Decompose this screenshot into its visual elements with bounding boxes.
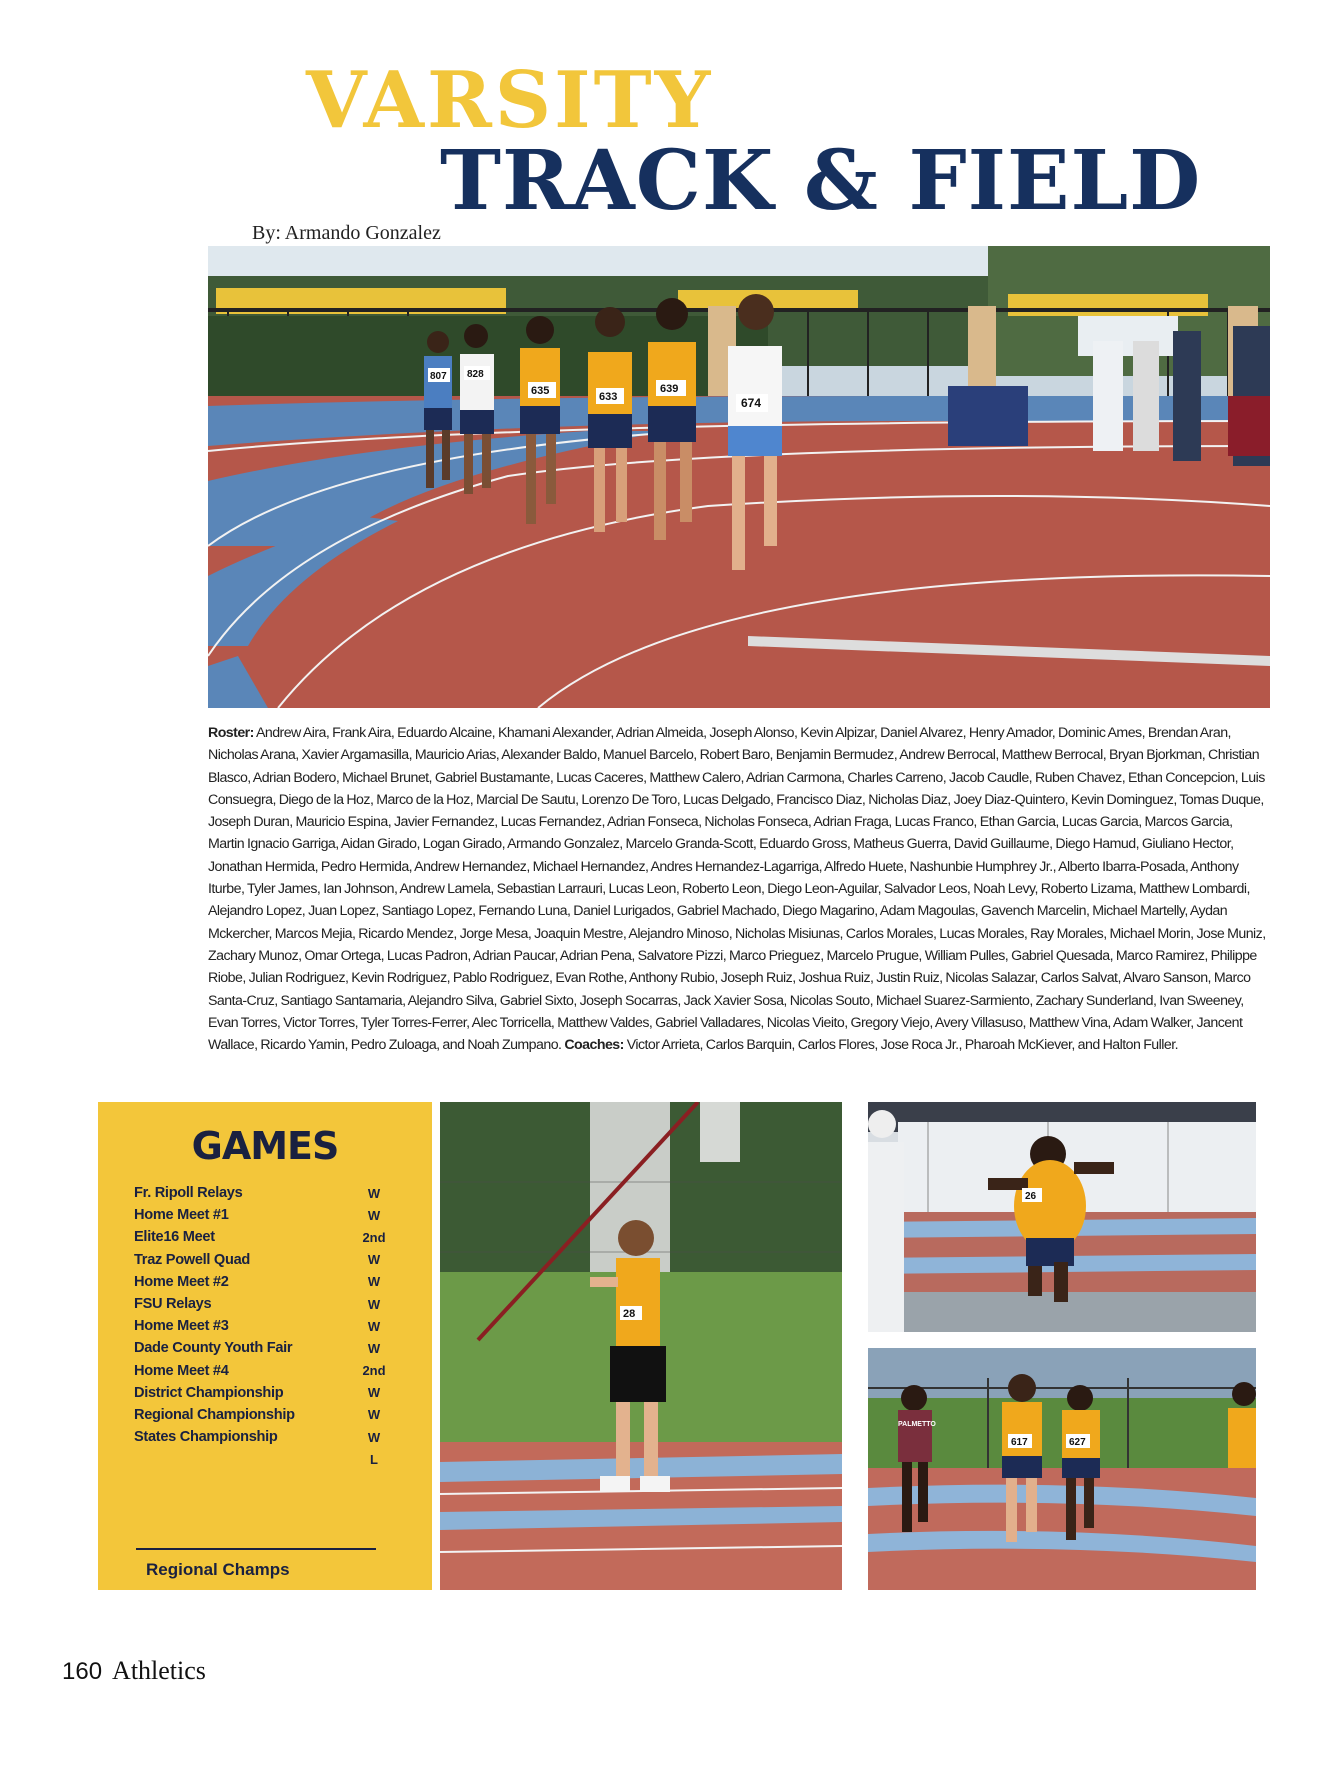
game-row [134,1293,394,1315]
games-footer: Regional Champs [146,1560,290,1579]
game-row [134,1249,394,1271]
hero-bib-674: 674 [741,396,762,410]
game-result: W [367,1252,381,1268]
coaches-names: Victor Arrieta, Carlos Barquin, Carlos Flores, Jose Roca Jr., Pharoah McKiever, and Halton Fuller. [626,1037,1178,1054]
sprint-bib-627: 627 [1069,1437,1086,1448]
game-row [134,1271,394,1293]
game-result: L [370,1451,378,1467]
games-title: GAMES [191,1124,339,1168]
game-result: W [367,1340,381,1356]
title-varsity: VARSITY [306,55,714,146]
title-track-and-field: TRACK & FIELD [440,133,1202,229]
game-row [134,1360,394,1382]
photo-shot-put-thrower [868,1102,1256,1332]
game-name: Regional Championship [134,1406,295,1423]
game-result: W [367,1185,381,1201]
game-name: Elite16 Meet [134,1229,215,1246]
game-name: States Championship [134,1429,278,1446]
game-name: District Championship [134,1384,284,1401]
games-divider [136,1548,376,1550]
game-name: FSU Relays [134,1296,212,1313]
game-result: W [367,1207,381,1223]
page-folio [62,1656,206,1686]
game-row [134,1426,394,1448]
roster-names: Andrew Aira, Frank Aira, Eduardo Alcaine, Khamani Alexander, Adrian Almeida, Joseph Alonso, Kevin Alpizar, Daniel Alvarez, Henry Amador, Dominic Ames, Brendan Aran, Nicholas Arana, Xavier Argamasilla, Mauricio Arias, Alexander Baldo, Manuel Barcelo, Robert Baro, Benjamin Bermudez, Andrew Berrocal, Matthew Berrocal, Bryan Bjorkman, Christian Blasco, Adrian Bodero, Michael Brunet, Gabriel Bustamante, Lucas Caceres, Matthew Calero, Adrian Carmona, Charles Carreno, Jacob Caudle, Ruben Chavez, Ethan Concepcion, Luis Consuegra, Diego de la Hoz, Marco de la Hoz, Marcial De Sautu, Lorenzo De Toro, Lucas Delgado, Francisco Diaz, Nicholas Diaz, Joey Diaz-Quintero, Kevin Dominguez, Tomas Duque, Joseph Duran, Mauricio Espina, Javier Fernandez, Lucas Fernandez, Adrian Fonseca, Nicholas Fonseca, Adrian Fraga, Lucas Franco, Ethan Garcia, Lucas Garcia, Marcos Garcia, Martin Ignacio Garriga, Aidan Girado, Logan Girado, Armando Gonzalez, Marcelo Granda-Scott, Eduardo Gross, Matheus Guerra, David Guillaume, Diego Hamud, Giuliano Hector, Jonathan Hermida, Pedro Hermida, Andrew Hernandez, Michael Hernandez, Andres Hernandez-Lagarriga, Alfredo Huete, Nashunbie Humphrey Jr., Alberto Ibarra-Posada, Anthony Iturbe, Tyler James, Ian Johnson, Andrew Lamela, Sebastian Larrauri, Lucas Leon, Roberto Leon, Diego Leon-Aguilar, Salvador Leos, Noah Levy, Roberto Lizama, Matthew Lombardi, Alejandro Lopez, Juan Lopez, Santiago Lopez, Fernando Luna, Daniel Lurigados, Gabriel Machado, Diego Magarino, Adam Magoulas, Gavench Marcelin, Michael Martelly, Aydan Mckercher, Marcos Mejia, Ricardo Mendez, Jorge Mesa, Joaquin Mestre, Alejandro Minoso, Nicholas Misiunas, Carlos Morales, Lucas Morales, Ray Morales, Michael Morin, Jose Muniz, Zachary Munoz, Omar Ortega, Lucas Padron, Adrian Paucar, Adrian Pena, Salvatore Pizzi, Marco Prieguez, Marcelo Prugue, William Pulles, Gabriel Quesada, Marco Ramirez, Philippe Riobe, Julian Rodriguez, Kevin Rodriguez, Pablo Rodriguez, Evan Rothe, Anthony Rubio, Joseph Ruiz, Joshua Ruiz, Justin Ruiz, Nicolas Salazar, Carlos Salvat, Alvaro Sanson, Marco Santa-Cruz, Santiago Santamaria, Alejandro Silva, Gabriel Sixto, Joseph Socarras, Jack Xavier Sosa, Nicolas Souto, Michael Suarez-Sarmiento, Zachary Sunderland, Ivan Sweeney, Evan Torres, Victor Torres, Tyler Torres-Ferrer, Alec Torricella, Matthew Valdes, Gabriel Valladares, Nicolas Vieito, Gregory Viejo, Avery Villasuso, Matthew Vina, Adam Walker, Jancent Wallace, Ricardo Yamin, Pedro Zuloaga, and Noah Zumpano. [208,725,1266,1054]
game-name: Home Meet #4 [134,1362,229,1379]
games-list [134,1182,394,1470]
game-row [134,1337,394,1359]
game-result: W [367,1429,381,1445]
game-result: 2nd [362,1363,386,1379]
game-row [134,1448,394,1470]
games-box [98,1102,432,1590]
game-name: Dade County Youth Fair [134,1340,293,1357]
byline: By: Armando Gonzalez [252,222,441,244]
game-row [134,1204,394,1226]
game-result: W [367,1407,381,1423]
game-row [134,1404,394,1426]
coaches-label: Coaches: [564,1037,624,1054]
hero-bib-828: 828 [467,369,484,380]
game-name: Traz Powell Quad [134,1251,251,1268]
game-row [134,1226,394,1248]
game-name: Home Meet #2 [134,1273,229,1290]
photo-javelin-thrower [440,1102,842,1590]
game-row [134,1182,394,1204]
hero-bib-633: 633 [599,391,618,403]
game-result: W [367,1385,381,1401]
game-result: 2nd [362,1229,386,1245]
game-name: Home Meet #3 [134,1318,229,1335]
sprint-bib-617: 617 [1011,1437,1028,1448]
hero-bib-635: 635 [531,385,550,397]
page-number: 160 [62,1658,103,1685]
roster-label: Roster: [208,725,254,741]
game-name: Home Meet #1 [134,1207,229,1224]
roster-paragraph [208,722,1270,1056]
game-name: Fr. Ripoll Relays [134,1185,243,1202]
sprint-jersey-text: PALMETTO [898,1421,936,1428]
photo-relay-sprinters [868,1348,1256,1590]
hero-photo-runners [208,246,1270,708]
section-name: Athletics [112,1656,206,1685]
game-result: W [367,1296,381,1312]
hero-bib-639: 639 [660,383,679,395]
javelin-bib: 28 [623,1308,636,1320]
game-result: W [367,1318,381,1334]
hero-bib-807: 807 [430,371,447,382]
game-row [134,1315,394,1337]
thrower-bib: 26 [1025,1191,1037,1202]
game-result: W [367,1274,381,1290]
game-row [134,1382,394,1404]
